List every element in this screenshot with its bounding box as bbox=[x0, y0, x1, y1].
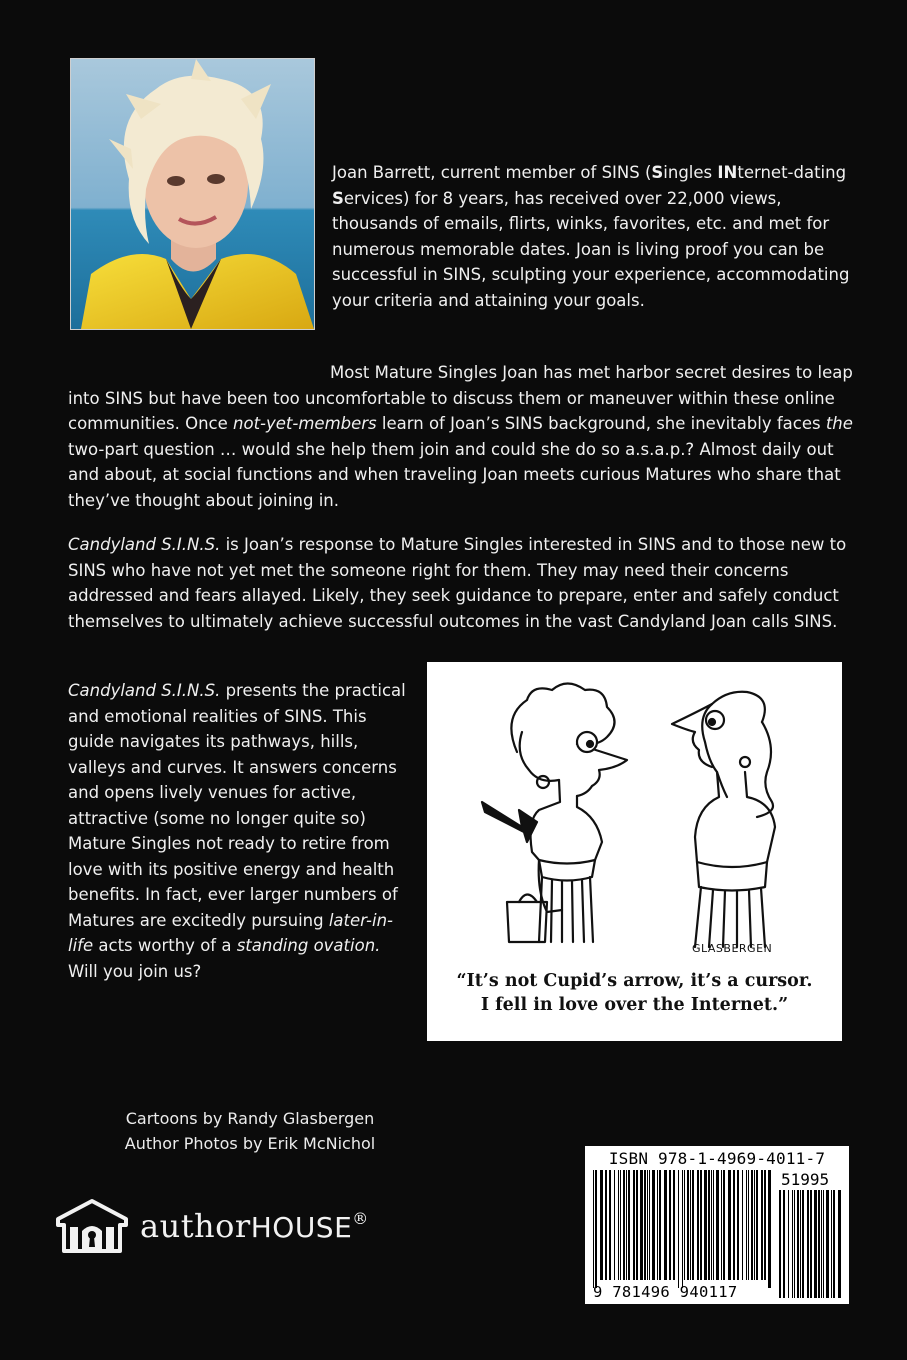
barcode-bar bbox=[640, 1170, 643, 1280]
barcode-bar bbox=[687, 1170, 689, 1280]
barcode-bar bbox=[657, 1170, 658, 1280]
bio-text: ervices) for 8 years, has received over 22,000 views, thousands of emails, flirts, winks, favorites, etc. and met for numerous memorable dates. Joan is living proof you can be successful in SINS, sculpting your experience, accommodating your criteria and attaining your goals. bbox=[332, 188, 850, 310]
barcode-bar bbox=[754, 1170, 755, 1280]
barcode-bar bbox=[716, 1170, 719, 1280]
cartoon-credit: Cartoons by Randy Glasbergen bbox=[125, 1109, 375, 1128]
emphasis-text: the bbox=[825, 414, 853, 433]
emphasis-text: not-yet-members bbox=[233, 414, 377, 433]
barcode-addon-bar bbox=[833, 1190, 835, 1298]
cartoon-drawing bbox=[427, 662, 842, 962]
barcode-addon-bar bbox=[814, 1190, 817, 1298]
barcode-addon-bar bbox=[823, 1190, 824, 1298]
barcode-bar bbox=[692, 1170, 694, 1280]
barcode-addon-bar bbox=[788, 1190, 789, 1298]
barcode-addon-bar bbox=[818, 1190, 820, 1298]
barcode-addon-bar bbox=[838, 1190, 841, 1298]
barcode-bar bbox=[721, 1170, 722, 1280]
photo-credit: Author Photos by Erik McNichol bbox=[124, 1134, 376, 1153]
isbn-number: 9 781496 940117 bbox=[593, 1283, 738, 1301]
cartoon-caption-line-1: “It’s not Cupid’s arrow, it’s a cursor. bbox=[456, 971, 813, 991]
barcode-bar bbox=[673, 1170, 675, 1280]
barcode-bar bbox=[748, 1170, 749, 1280]
body-text: two-part question … would she help them join and could she do so a.s.a.p.? Almost daily out and about, at social functions and when traveling Joan meets curious Matures who share that they’ve thought about joining in. bbox=[68, 439, 841, 510]
emphasis-text: standing ovation. bbox=[236, 936, 381, 955]
cartoonist-signature: GLASBERGEN bbox=[692, 942, 773, 955]
barcode-addon-bar bbox=[794, 1190, 795, 1298]
barcode-bar bbox=[690, 1170, 691, 1280]
presents-paragraph bbox=[68, 678, 406, 984]
barcode-addon-bar bbox=[821, 1190, 822, 1298]
cartoon-panel bbox=[427, 662, 842, 1041]
barcode-bar bbox=[737, 1170, 739, 1280]
bio-text: Joan Barrett, current member of SINS ( bbox=[332, 163, 652, 182]
barcode-addon-bar bbox=[807, 1190, 809, 1298]
publisher-name-upper: HOUSE bbox=[250, 1211, 353, 1244]
barcode-bar bbox=[636, 1170, 638, 1280]
bio-paragraph bbox=[332, 160, 852, 313]
author-photo bbox=[70, 58, 315, 330]
barcode-bar bbox=[713, 1170, 714, 1280]
barcode-bar bbox=[728, 1170, 731, 1280]
barcode-bar bbox=[626, 1170, 627, 1280]
barcode-bars bbox=[585, 1146, 849, 1304]
barcode-bar bbox=[605, 1170, 607, 1280]
barcode-bar bbox=[609, 1170, 611, 1280]
publisher-logo bbox=[54, 1196, 369, 1256]
barcode-bar bbox=[623, 1170, 625, 1280]
barcode-bar bbox=[704, 1170, 707, 1280]
credits bbox=[60, 1106, 440, 1156]
book-title: Candyland S.I.N.S. bbox=[68, 535, 221, 554]
barcode-addon-bar bbox=[783, 1190, 785, 1298]
barcode-bar bbox=[700, 1170, 702, 1280]
barcode-addon-bar bbox=[810, 1190, 812, 1298]
barcode-bar bbox=[697, 1170, 699, 1280]
body-text: Will you join us? bbox=[68, 961, 202, 981]
barcode-bar bbox=[614, 1170, 615, 1280]
barcode-bar bbox=[593, 1170, 594, 1288]
bio-text: ternet-dating bbox=[737, 163, 847, 182]
barcode-bar bbox=[644, 1170, 646, 1280]
barcode-bar bbox=[764, 1170, 766, 1280]
response-paragraph bbox=[68, 532, 848, 634]
body-text: learn of Joan’s SINS background, she inevitably faces bbox=[376, 414, 826, 433]
isbn-barcode bbox=[585, 1146, 849, 1304]
registered-mark: ® bbox=[352, 1209, 369, 1228]
barcode-bar bbox=[678, 1170, 679, 1288]
barcode-bar bbox=[682, 1170, 683, 1288]
book-title: Candyland S.I.N.S. bbox=[68, 681, 221, 700]
barcode-bar bbox=[669, 1170, 671, 1280]
desires-paragraph bbox=[68, 360, 858, 513]
isbn-label: ISBN 978-1-4969-4011-7 bbox=[608, 1149, 826, 1168]
barcode-bar bbox=[711, 1170, 712, 1280]
barcode-bar bbox=[600, 1170, 603, 1280]
barcode-bar bbox=[723, 1170, 725, 1280]
barcode-addon-bar bbox=[826, 1190, 829, 1298]
barcode-addon-bar bbox=[779, 1190, 781, 1298]
publisher-name bbox=[140, 1207, 369, 1245]
barcode-bar bbox=[708, 1170, 710, 1280]
barcode-addon-bar bbox=[800, 1190, 801, 1298]
body-text: is Joan’s response to Mature Singles interested in SINS and to those new to SINS who have not yet met the someone right for them. They may need their concerns addressed and fears allayed. Likely, they seek guidance to prepare, enter and safely conduct themselves to ultimately achieve successful outcomes in the vast Candyland Joan calls SINS. bbox=[68, 535, 847, 631]
barcode-bar bbox=[746, 1170, 747, 1280]
bio-text: ingles bbox=[663, 163, 718, 182]
barcode-bar bbox=[733, 1170, 735, 1280]
barcode-bar bbox=[761, 1170, 763, 1280]
barcode-bar bbox=[649, 1170, 650, 1280]
barcode-bar bbox=[620, 1170, 621, 1280]
bio-bold-s: S bbox=[332, 188, 344, 208]
cartoon-caption-line-2: I fell in love over the Internet.” bbox=[480, 995, 789, 1015]
body-text: acts worthy of a bbox=[93, 936, 237, 955]
body-text: Most Mature Singles Joan has met harbor secret desires to leap into SINS but have been too uncomfortable to discuss them or maneuver within these online communities. Once bbox=[68, 363, 853, 433]
bio-bold-s: S bbox=[651, 163, 664, 182]
authorhouse-logo-icon bbox=[54, 1197, 130, 1255]
body-text: presents the practical and emotional realities of SINS. This guide navigates its pathways, hills, valleys and curves. It answers concerns and opens lively venues for active, attractive (some no longer quite so) Mature Singles not ready to retire from love with its positive energy and health benefits. In fact, ever larger numbers of Matures are excitedly pursuing bbox=[68, 681, 406, 930]
barcode-bar bbox=[659, 1170, 661, 1280]
barcode-bar bbox=[618, 1170, 619, 1280]
barcode-bar bbox=[751, 1170, 753, 1280]
barcode-bar bbox=[595, 1170, 597, 1288]
barcode-bar bbox=[647, 1170, 648, 1280]
barcode-bar bbox=[684, 1170, 685, 1280]
emphasis-text: later-in-life bbox=[68, 910, 393, 955]
bio-bold-in: IN bbox=[717, 163, 738, 182]
barcode-addon-bar bbox=[802, 1190, 804, 1298]
barcode-bar bbox=[628, 1170, 630, 1280]
barcode-bar bbox=[768, 1170, 771, 1288]
barcode-bar bbox=[633, 1170, 635, 1280]
barcode-bar bbox=[742, 1170, 743, 1280]
barcode-bar bbox=[664, 1170, 667, 1280]
publisher-name-lower: author bbox=[140, 1207, 251, 1245]
barcode-addon-bar bbox=[797, 1190, 799, 1298]
barcode-addon-bar bbox=[831, 1190, 832, 1298]
barcode-bar bbox=[652, 1170, 655, 1280]
barcode-bar bbox=[756, 1170, 758, 1280]
price-code: 51995 bbox=[781, 1170, 830, 1189]
barcode-addon-bar bbox=[792, 1190, 793, 1298]
